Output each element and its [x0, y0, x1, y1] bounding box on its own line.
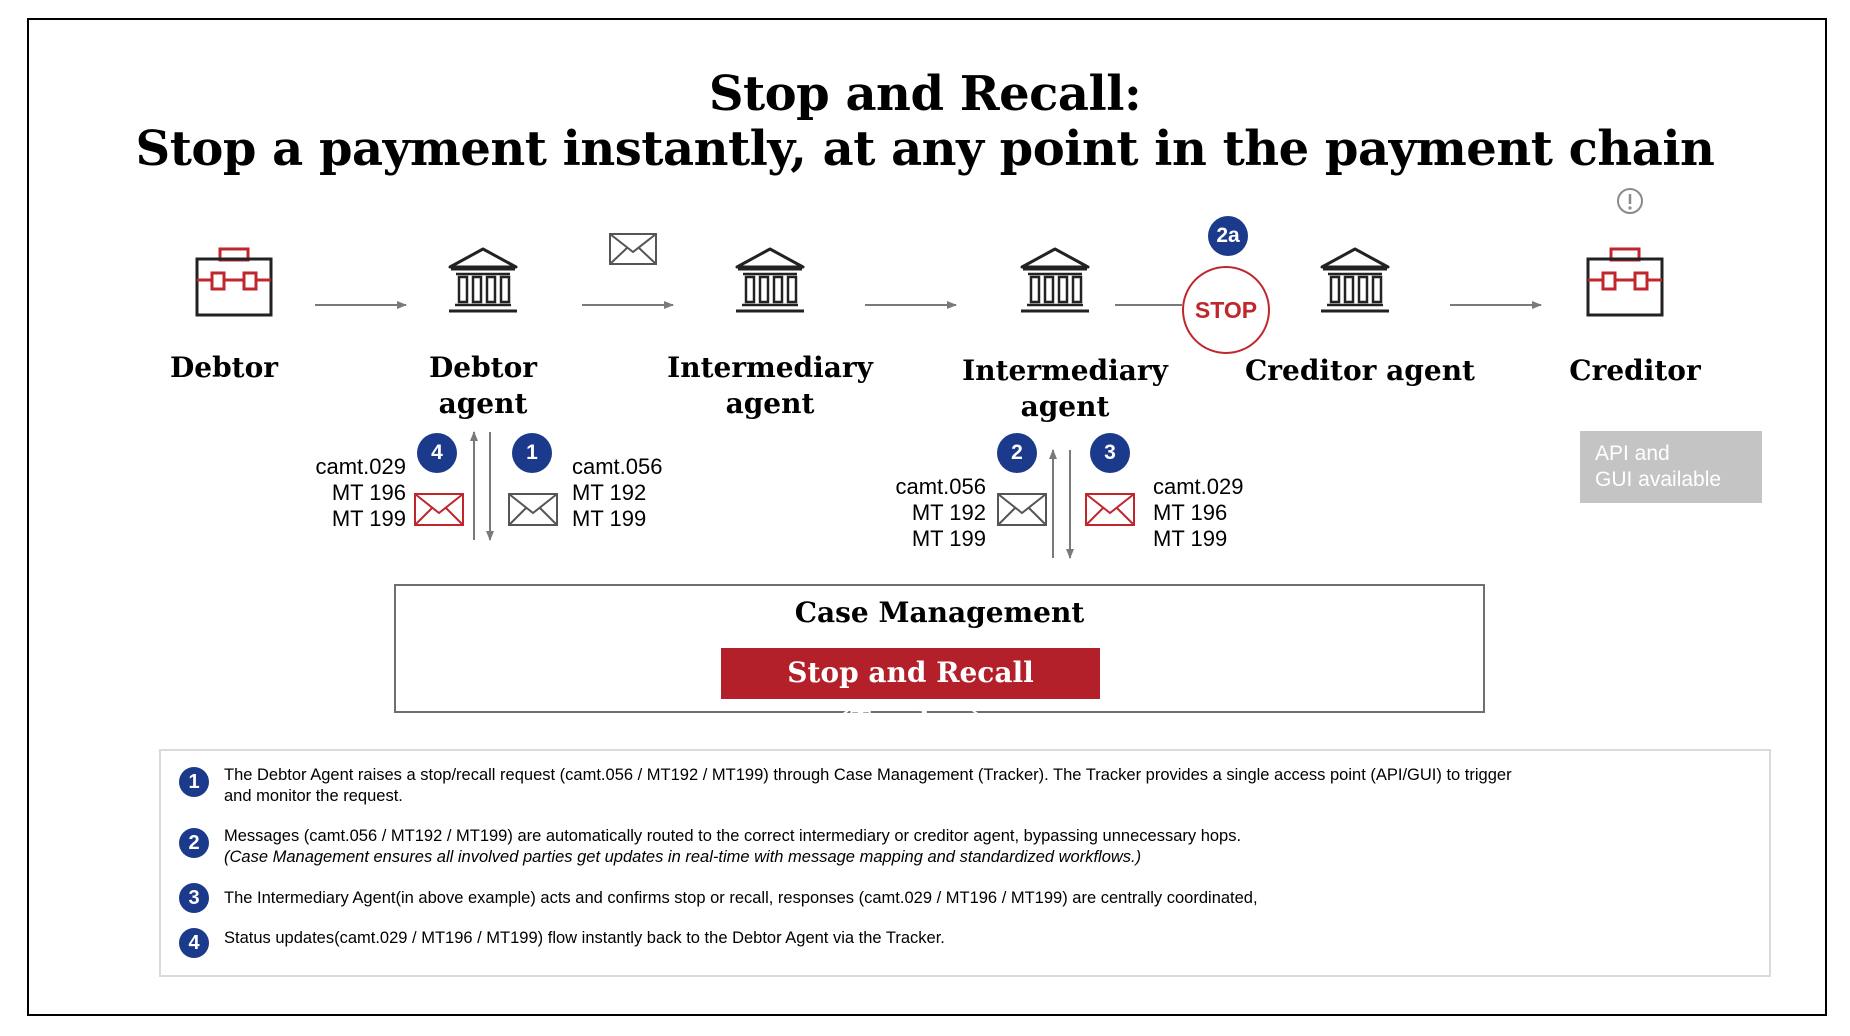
envelope-icon-top — [610, 234, 656, 264]
envelope-icon-red-2 — [1086, 494, 1134, 525]
case-management-title: Case Management — [794, 596, 1085, 629]
badge-step-3: 3 — [1090, 433, 1130, 473]
node-intermediary-2-line1: Intermediary — [962, 354, 1168, 387]
msg-label: camt.029 — [315, 454, 406, 479]
msg-label: MT 199 — [572, 506, 647, 531]
node-creditor: Creditor — [1569, 354, 1701, 387]
node-intermediary-1-line2: agent — [725, 387, 815, 420]
node-intermediary-1-line1: Intermediary — [667, 351, 873, 384]
note-4-line1: Status updates(camt.029 / MT196 / MT199) flow instantly back to the Debtor Agent via the Tracker. — [224, 929, 945, 947]
envelope-icon-gray-1 — [509, 494, 557, 525]
node-creditor-agent: Creditor agent — [1244, 354, 1475, 387]
note-3 — [224, 888, 1724, 909]
note-1 — [224, 765, 1724, 807]
envelope-icon-gray-2 — [998, 494, 1046, 525]
stop-and-recall-tracker-button[interactable]: Stop and Recall (Tracker) — [721, 648, 1100, 699]
badge-2a: 2a — [1208, 216, 1248, 256]
bank-icon-intermediary-2 — [1021, 249, 1089, 311]
note-1-line2: and monitor the request. — [224, 787, 403, 805]
bank-icon-intermediary-1 — [736, 249, 804, 311]
briefcase-icon-debtor — [197, 249, 271, 315]
msg-label: MT 199 — [1153, 526, 1228, 551]
title-line-2: Stop a payment instantly, at any point in the payment chain — [135, 121, 1715, 177]
msg-label: camt.056 — [572, 454, 663, 479]
msg-label: camt.056 — [895, 474, 986, 499]
bank-icon-creditor-agent — [1321, 249, 1389, 311]
case-management-box — [394, 584, 1485, 738]
note-number: 3 — [179, 883, 209, 913]
note-4 — [224, 928, 1724, 949]
node-intermediary-2-line2: agent — [1020, 390, 1110, 423]
envelope-icon-red-1 — [415, 494, 463, 525]
note-1-line1: The Debtor Agent raises a stop/recall request (camt.056 / MT192 / MT199) through Case Management (Tracker). The Tracker provides a single access point (API/GUI) to trigger — [224, 766, 1512, 784]
msg-label: MT 196 — [331, 480, 406, 505]
title-line-1: Stop and Recall: — [708, 66, 1142, 122]
msg-label: MT 199 — [911, 526, 986, 551]
note-number: 4 — [179, 928, 209, 958]
note-2-line2: (Case Management ensures all involved parties get updates in real-time with message mapping and standardized workflows.) — [224, 848, 1142, 866]
node-debtor: Debtor — [169, 351, 279, 384]
msg-label: MT 199 — [331, 506, 406, 531]
briefcase-icon-creditor — [1588, 249, 1662, 315]
api-gui-box — [1580, 431, 1762, 503]
badge-step-1: 1 — [512, 433, 552, 473]
api-gui-line2: GUI available — [1595, 468, 1722, 491]
node-debtor-agent-line2: agent — [438, 387, 528, 420]
msg-label: MT 196 — [1153, 500, 1228, 525]
warning-icon — [1618, 189, 1642, 213]
notes-panel — [159, 749, 1771, 977]
node-debtor-agent-line1: Debtor — [428, 351, 538, 384]
badge-step-2: 2 — [997, 433, 1037, 473]
note-2-line1: Messages (camt.056 / MT192 / MT199) are automatically routed to the correct intermediary or creditor agent, bypassing unnecessary hops. — [224, 827, 1242, 845]
badge-step-4: 4 — [417, 433, 457, 473]
stop-sign: STOP — [1182, 266, 1270, 354]
msg-label: camt.029 — [1153, 474, 1244, 499]
note-3-line1: The Intermediary Agent(in above example) acts and confirms stop or recall, responses (camt.029 / MT196 / MT199) are centrally coordinated, — [224, 889, 1258, 907]
note-number: 2 — [179, 828, 209, 858]
note-2 — [224, 826, 1724, 868]
api-gui-line1: API and — [1595, 442, 1670, 465]
bank-icon-debtor-agent — [449, 249, 517, 311]
msg-label: MT 192 — [572, 480, 647, 505]
msg-label: MT 192 — [911, 500, 986, 525]
note-number: 1 — [179, 767, 209, 797]
